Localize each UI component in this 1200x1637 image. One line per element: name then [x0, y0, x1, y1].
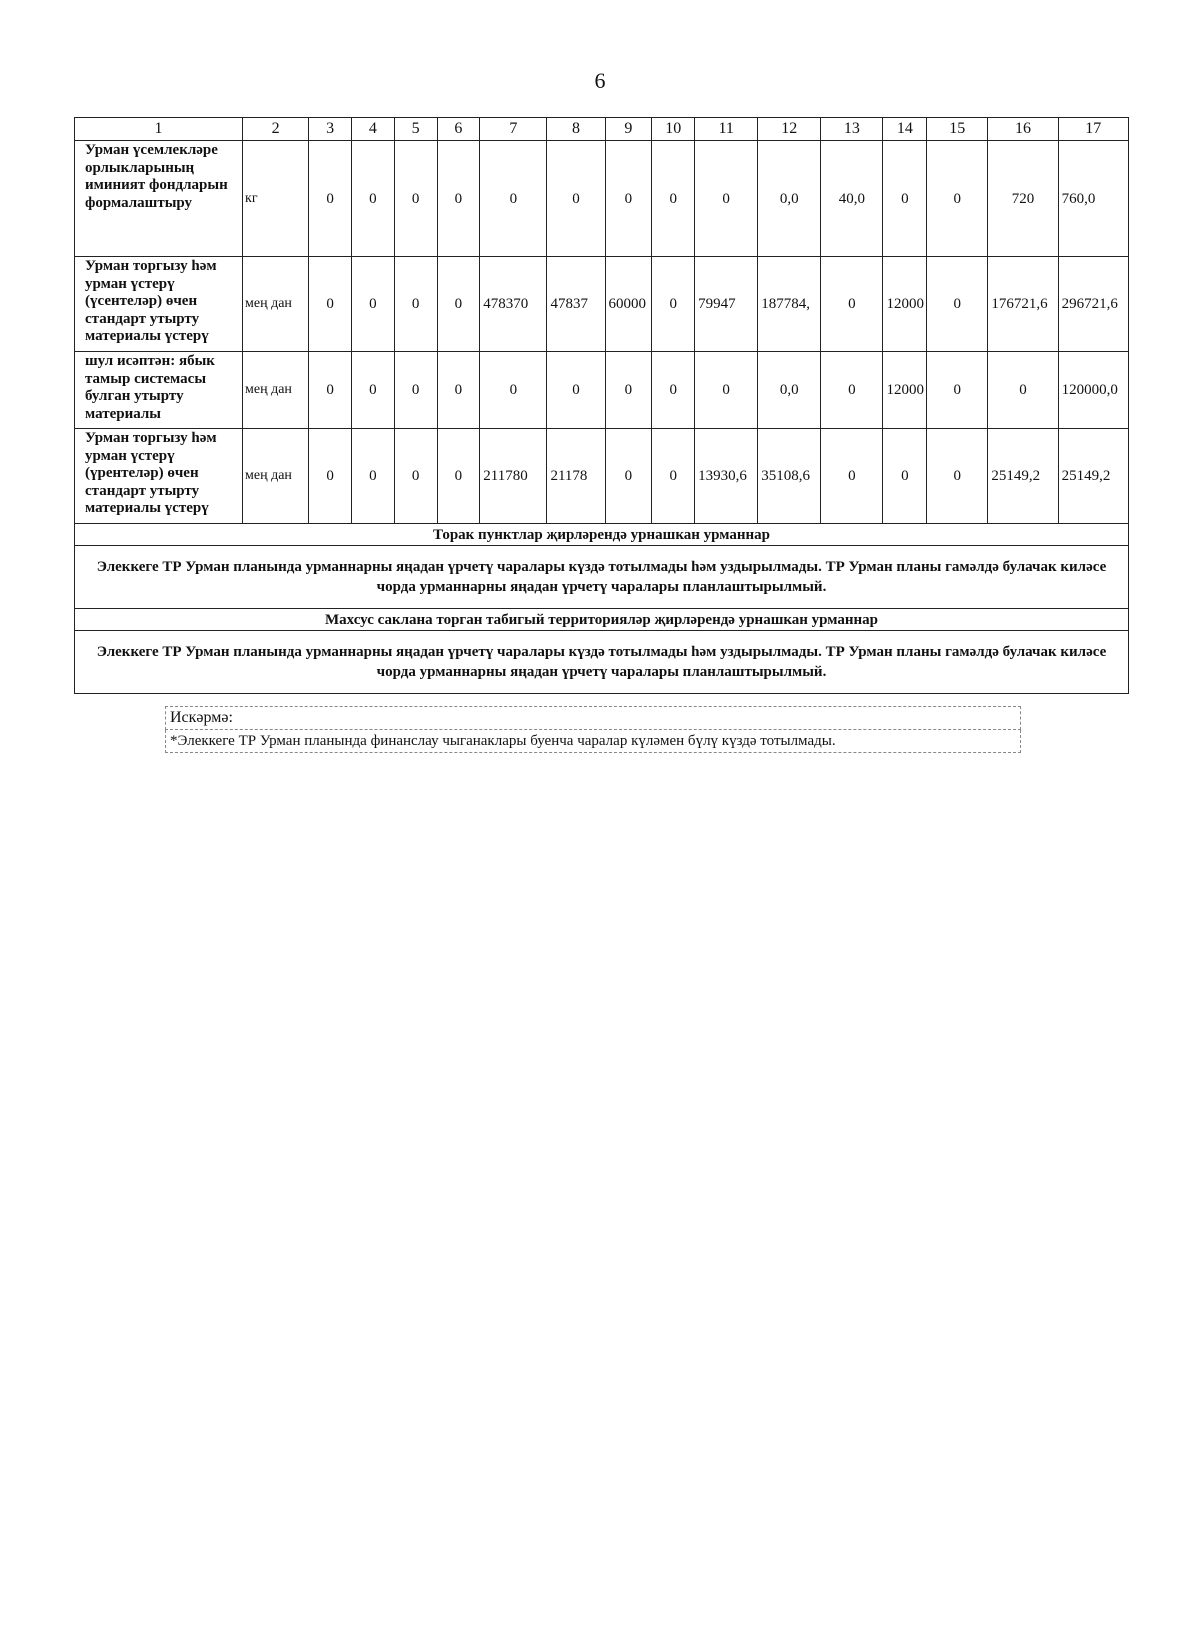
table-cell: 0	[351, 429, 394, 524]
table-cell: 120000,0	[1058, 352, 1128, 429]
remarks-label: Искәрмә:	[165, 706, 1021, 730]
table-cell: 0	[821, 429, 883, 524]
table-cell: 0	[437, 352, 480, 429]
table-cell: 0	[351, 257, 394, 352]
table-cell: 0	[547, 352, 605, 429]
table-row	[75, 141, 1129, 257]
table-cell: 211780	[480, 429, 547, 524]
column-header: 13	[821, 118, 883, 141]
table-row	[75, 352, 1129, 429]
table-cell: 25149,2	[988, 429, 1058, 524]
table-cell: 0	[480, 141, 547, 257]
table-cell: 0	[652, 352, 695, 429]
column-header: 15	[927, 118, 988, 141]
table-cell: 0	[605, 429, 652, 524]
table-cell: 0	[605, 141, 652, 257]
row-unit: мең дан	[243, 429, 309, 524]
column-header: 9	[605, 118, 652, 141]
row-unit: мең дан	[243, 257, 309, 352]
table-cell: 0	[480, 352, 547, 429]
table-cell: 0	[695, 141, 758, 257]
table-cell: 0	[394, 352, 437, 429]
column-header: 4	[351, 118, 394, 141]
table-cell: 0	[394, 257, 437, 352]
remarks-text: *Элеккеге ТР Урман планында финанслау чыганаклары буенча чаралар күләмен бүлү күздә тотылмады.	[165, 730, 1021, 753]
table-cell: 0	[927, 352, 988, 429]
section-title-settlements: Торак пунктлар җирләрендә урнашкан урманнар	[75, 524, 1129, 546]
table-cell: 0	[605, 352, 652, 429]
column-header: 5	[394, 118, 437, 141]
column-header: 6	[437, 118, 480, 141]
column-header: 12	[758, 118, 821, 141]
table-cell: 0,0	[758, 141, 821, 257]
column-header: 8	[547, 118, 605, 141]
table-cell: 0	[437, 257, 480, 352]
column-header: 14	[883, 118, 927, 141]
table-cell: 720	[988, 141, 1058, 257]
table-cell: 25149,2	[1058, 429, 1128, 524]
table-cell: 79947	[695, 257, 758, 352]
table-cell: 0	[988, 352, 1058, 429]
column-header: 11	[695, 118, 758, 141]
table-cell: 0	[309, 257, 352, 352]
table-cell: 0	[394, 429, 437, 524]
table-cell: 12000	[883, 257, 927, 352]
table-cell: 0	[394, 141, 437, 257]
header-row	[75, 118, 1129, 141]
table-cell: 0	[652, 257, 695, 352]
table-cell: 187784,	[758, 257, 821, 352]
table-cell: 0	[309, 429, 352, 524]
column-header: 1	[75, 118, 243, 141]
row-label: Урман үсемлекләре орлыкларының иминият фондларын формалаштыру	[75, 141, 243, 257]
row-unit: кг	[243, 141, 309, 257]
table-cell: 0	[821, 257, 883, 352]
table-cell: 0	[883, 141, 927, 257]
section-note-settlements: Элеккеге ТР Урман планында урманнарны яңадан үрчетү чаралары күздә тотылмады һәм уздырылмады. ТР Урман планы гамәлдә булачак киләсе чорда урманнарны яңадан үрчетү чаралары планлаштырылмый.	[75, 546, 1129, 609]
table-cell: 60000	[605, 257, 652, 352]
table-cell: 760,0	[1058, 141, 1128, 257]
table-cell: 0	[652, 141, 695, 257]
row-label: Урман торгызу һәм урман үстерү (үсентеләр) өчен стандарт утырту материалы үстерү	[75, 257, 243, 352]
column-header: 7	[480, 118, 547, 141]
table-cell: 35108,6	[758, 429, 821, 524]
table-cell: 176721,6	[988, 257, 1058, 352]
table-cell: 0	[437, 429, 480, 524]
row-unit: мең дан	[243, 352, 309, 429]
table-cell: 0	[351, 141, 394, 257]
table-cell: 0	[437, 141, 480, 257]
column-header: 10	[652, 118, 695, 141]
table-cell: 0	[309, 352, 352, 429]
table-cell: 0	[652, 429, 695, 524]
table-cell: 13930,6	[695, 429, 758, 524]
table-cell: 12000	[883, 352, 927, 429]
table-cell: 0	[821, 352, 883, 429]
section-title-protected-areas: Махсус саклана торган табигый территорияләр җирләрендә урнашкан урманнар	[75, 609, 1129, 631]
table-cell: 21178	[547, 429, 605, 524]
table-cell: 0	[351, 352, 394, 429]
column-header: 3	[309, 118, 352, 141]
column-header: 2	[243, 118, 309, 141]
table-cell: 296721,6	[1058, 257, 1128, 352]
table-cell: 0	[927, 429, 988, 524]
table-cell: 0	[309, 141, 352, 257]
table-cell: 0	[695, 352, 758, 429]
table-row	[75, 257, 1129, 352]
table-cell: 478370	[480, 257, 547, 352]
table-cell: 0	[927, 141, 988, 257]
page-number: 6	[594, 68, 606, 93]
table-cell: 0,0	[758, 352, 821, 429]
section-note-protected-areas: Элеккеге ТР Урман планында урманнарны яңадан үрчетү чаралары күздә тотылмады һәм уздырылмады. ТР Урман планы гамәлдә булачак киләсе чорда урманнарны яңадан үрчетү чаралары планлаштырылмый.	[75, 631, 1129, 694]
table-row	[75, 429, 1129, 524]
table-cell: 0	[883, 429, 927, 524]
row-label: Урман торгызу һәм урман үстерү (үрентеләр) өчен стандарт утырту материалы үстерү	[75, 429, 243, 524]
table-cell: 47837	[547, 257, 605, 352]
row-label: шул исәптән: ябык тамыр системасы булган утырту материалы	[75, 352, 243, 429]
column-header: 16	[988, 118, 1058, 141]
table-cell: 0	[927, 257, 988, 352]
column-header: 17	[1058, 118, 1128, 141]
table-cell: 0	[547, 141, 605, 257]
remarks	[165, 706, 1021, 753]
table-cell: 40,0	[821, 141, 883, 257]
forest-reproduction-table	[74, 117, 1129, 694]
